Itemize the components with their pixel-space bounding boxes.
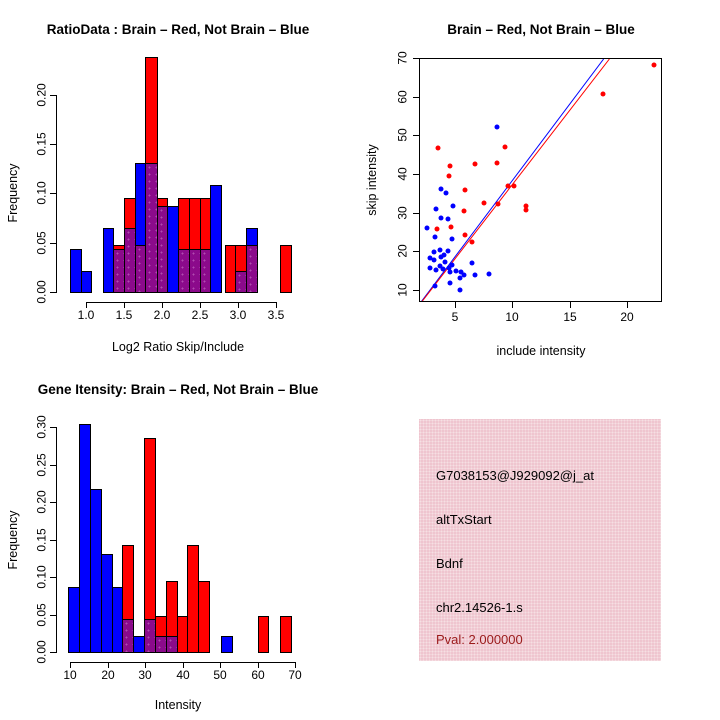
x-tick-label: 2.0 xyxy=(153,308,171,322)
x-axis-label: Intensity xyxy=(154,698,202,712)
y-tick-label: 0.30 xyxy=(34,415,49,439)
y-tick-label: 0.00 xyxy=(34,280,49,304)
scatter-point xyxy=(473,273,478,278)
scatter-point xyxy=(601,92,606,97)
scatter-point xyxy=(463,188,468,193)
scatter-point xyxy=(433,235,438,240)
x-axis-label: include intensity xyxy=(496,344,586,358)
x-tick-mark xyxy=(627,302,628,308)
scatter-point xyxy=(439,255,444,260)
scatter-point xyxy=(524,208,529,213)
scatter-point xyxy=(652,63,657,68)
plot-box xyxy=(419,58,662,302)
y-tick-label: 70 xyxy=(395,51,410,65)
scatter-point xyxy=(435,227,440,232)
scatter-point xyxy=(473,162,478,167)
y-tick-label: 30 xyxy=(395,206,410,220)
scatter-point xyxy=(443,260,448,265)
scatter-point xyxy=(470,240,475,245)
chart-title: Brain – Red, Not Brain – Blue xyxy=(447,22,635,37)
scatter-point xyxy=(439,216,444,221)
y-tick-mark xyxy=(413,290,419,291)
scatter-point xyxy=(458,276,463,281)
x-tick-mark xyxy=(512,302,513,308)
y-tick-label: 20 xyxy=(395,244,410,258)
x-tick-mark xyxy=(455,302,456,308)
chart-title: RatioData : Brain – Red, Not Brain – Blue xyxy=(46,22,310,37)
y-tick-label: 0.15 xyxy=(34,132,49,156)
y-tick-mark xyxy=(50,144,56,145)
y-tick-label: 0.05 xyxy=(34,603,49,627)
scatter-point xyxy=(434,207,439,212)
panel-info-box xyxy=(360,360,720,720)
scatter-point xyxy=(428,266,433,271)
scatter-point xyxy=(433,284,438,289)
histogram-bar xyxy=(258,616,269,653)
x-tick-label: 15 xyxy=(563,310,577,324)
y-tick-mark xyxy=(50,615,56,616)
y-tick-mark xyxy=(50,292,56,293)
y-axis-label: Frequency xyxy=(6,510,20,570)
y-tick-mark xyxy=(413,97,419,98)
histogram-bar xyxy=(221,636,233,653)
scatter-point xyxy=(463,233,468,238)
x-tick-mark xyxy=(570,302,571,308)
scatter-point xyxy=(432,250,437,255)
y-tick-label: 50 xyxy=(395,128,410,142)
x-tick-label: 70 xyxy=(288,668,302,682)
y-axis-label: Frequency xyxy=(6,163,20,223)
y-tick-label: 0.20 xyxy=(34,83,49,107)
y-tick-mark xyxy=(413,251,419,252)
y-tick-mark xyxy=(50,577,56,578)
y-tick-label: 0.05 xyxy=(34,231,49,255)
scatter-point xyxy=(439,187,444,192)
scatter-point xyxy=(470,261,475,266)
y-tick-label: 0.10 xyxy=(34,181,49,205)
y-axis-line xyxy=(56,427,57,653)
scatter-point xyxy=(482,201,487,206)
panel-ratio-histogram xyxy=(0,0,360,360)
x-tick-label: 5 xyxy=(451,310,459,324)
histogram-bar xyxy=(198,581,210,653)
scatter-point xyxy=(448,281,453,286)
x-tick-label: 1.5 xyxy=(115,308,133,322)
scatter-point xyxy=(462,209,467,214)
scatter-point xyxy=(458,288,463,293)
x-axis-line xyxy=(86,302,277,303)
scatter-point xyxy=(432,258,437,263)
scatter-point xyxy=(496,202,501,207)
x-tick-label: 1.0 xyxy=(77,308,95,322)
scatter-point xyxy=(448,164,453,169)
y-tick-mark xyxy=(50,427,56,428)
scatter-point xyxy=(438,248,443,253)
scatter-point xyxy=(450,237,455,242)
histogram-bar xyxy=(81,271,92,293)
chromosome-text: chr2.14526-1.s xyxy=(436,600,523,615)
x-tick-label: 30 xyxy=(138,668,152,682)
scatter-point xyxy=(450,263,455,268)
histogram-bar-overlap xyxy=(246,245,258,293)
pval-text: Pval: 2.000000 xyxy=(436,632,523,647)
y-tick-label: 0.15 xyxy=(34,528,49,552)
gene-name-text: Bdnf xyxy=(436,556,463,571)
y-tick-label: 60 xyxy=(395,90,410,104)
y-axis-line xyxy=(56,95,57,293)
scatter-point xyxy=(434,268,439,273)
y-tick-mark xyxy=(50,540,56,541)
histogram-bar xyxy=(280,616,292,653)
y-tick-label: 0.10 xyxy=(34,565,49,589)
x-tick-label: 60 xyxy=(251,668,265,682)
x-tick-label: 3.0 xyxy=(229,308,247,322)
histogram-bar xyxy=(210,185,222,293)
x-tick-label: 2.5 xyxy=(191,308,209,322)
y-tick-mark xyxy=(413,213,419,214)
x-tick-label: 20 xyxy=(101,668,115,682)
scatter-point xyxy=(506,184,511,189)
scatter-point xyxy=(425,226,430,231)
x-tick-label: 10 xyxy=(63,668,77,682)
y-tick-mark xyxy=(50,95,56,96)
y-axis-label: skip intensity xyxy=(365,144,379,216)
fit-lines xyxy=(420,59,662,302)
y-tick-mark xyxy=(50,465,56,466)
x-tick-label: 10 xyxy=(505,310,519,324)
scatter-point xyxy=(451,204,456,209)
scatter-point xyxy=(444,191,449,196)
x-tick-label: 50 xyxy=(213,668,227,682)
y-tick-label: 10 xyxy=(395,283,410,297)
y-tick-mark xyxy=(50,652,56,653)
scatter-point xyxy=(446,217,451,222)
scatter-point xyxy=(436,146,441,151)
probe-id-text: G7038153@J929092@j_at xyxy=(436,468,594,483)
event-type-text: altTxStart xyxy=(436,512,492,527)
y-tick-mark xyxy=(413,135,419,136)
y-tick-mark xyxy=(50,193,56,194)
x-tick-label: 40 xyxy=(176,668,190,682)
x-axis-label: Log2 Ratio Skip/Include xyxy=(111,340,245,354)
y-tick-mark xyxy=(50,243,56,244)
scatter-point xyxy=(495,125,500,130)
y-tick-mark xyxy=(413,58,419,59)
scatter-point xyxy=(447,174,452,179)
histogram-bar xyxy=(280,245,292,293)
scatter-point xyxy=(449,225,454,230)
x-tick-label: 20 xyxy=(620,310,634,324)
y-tick-mark xyxy=(50,502,56,503)
scatter-point xyxy=(503,145,508,150)
panel-gene-intensity-histogram xyxy=(0,360,360,720)
scatter-point xyxy=(448,270,453,275)
info-box xyxy=(419,419,661,661)
y-tick-label: 40 xyxy=(395,167,410,181)
chart-title: Gene Itensity: Brain – Red, Not Brain – Blue xyxy=(37,382,319,397)
scatter-point xyxy=(446,249,451,254)
scatter-point xyxy=(487,272,492,277)
x-tick-label: 3.5 xyxy=(267,308,285,322)
scatter-point xyxy=(512,184,517,189)
y-tick-label: 0.25 xyxy=(34,453,49,477)
scatter-point xyxy=(441,267,446,272)
panel-intensity-scatter xyxy=(360,0,720,360)
scatter-point xyxy=(495,161,500,166)
y-tick-mark xyxy=(413,174,419,175)
y-tick-label: 0.00 xyxy=(34,640,49,664)
y-tick-label: 0.20 xyxy=(34,490,49,514)
